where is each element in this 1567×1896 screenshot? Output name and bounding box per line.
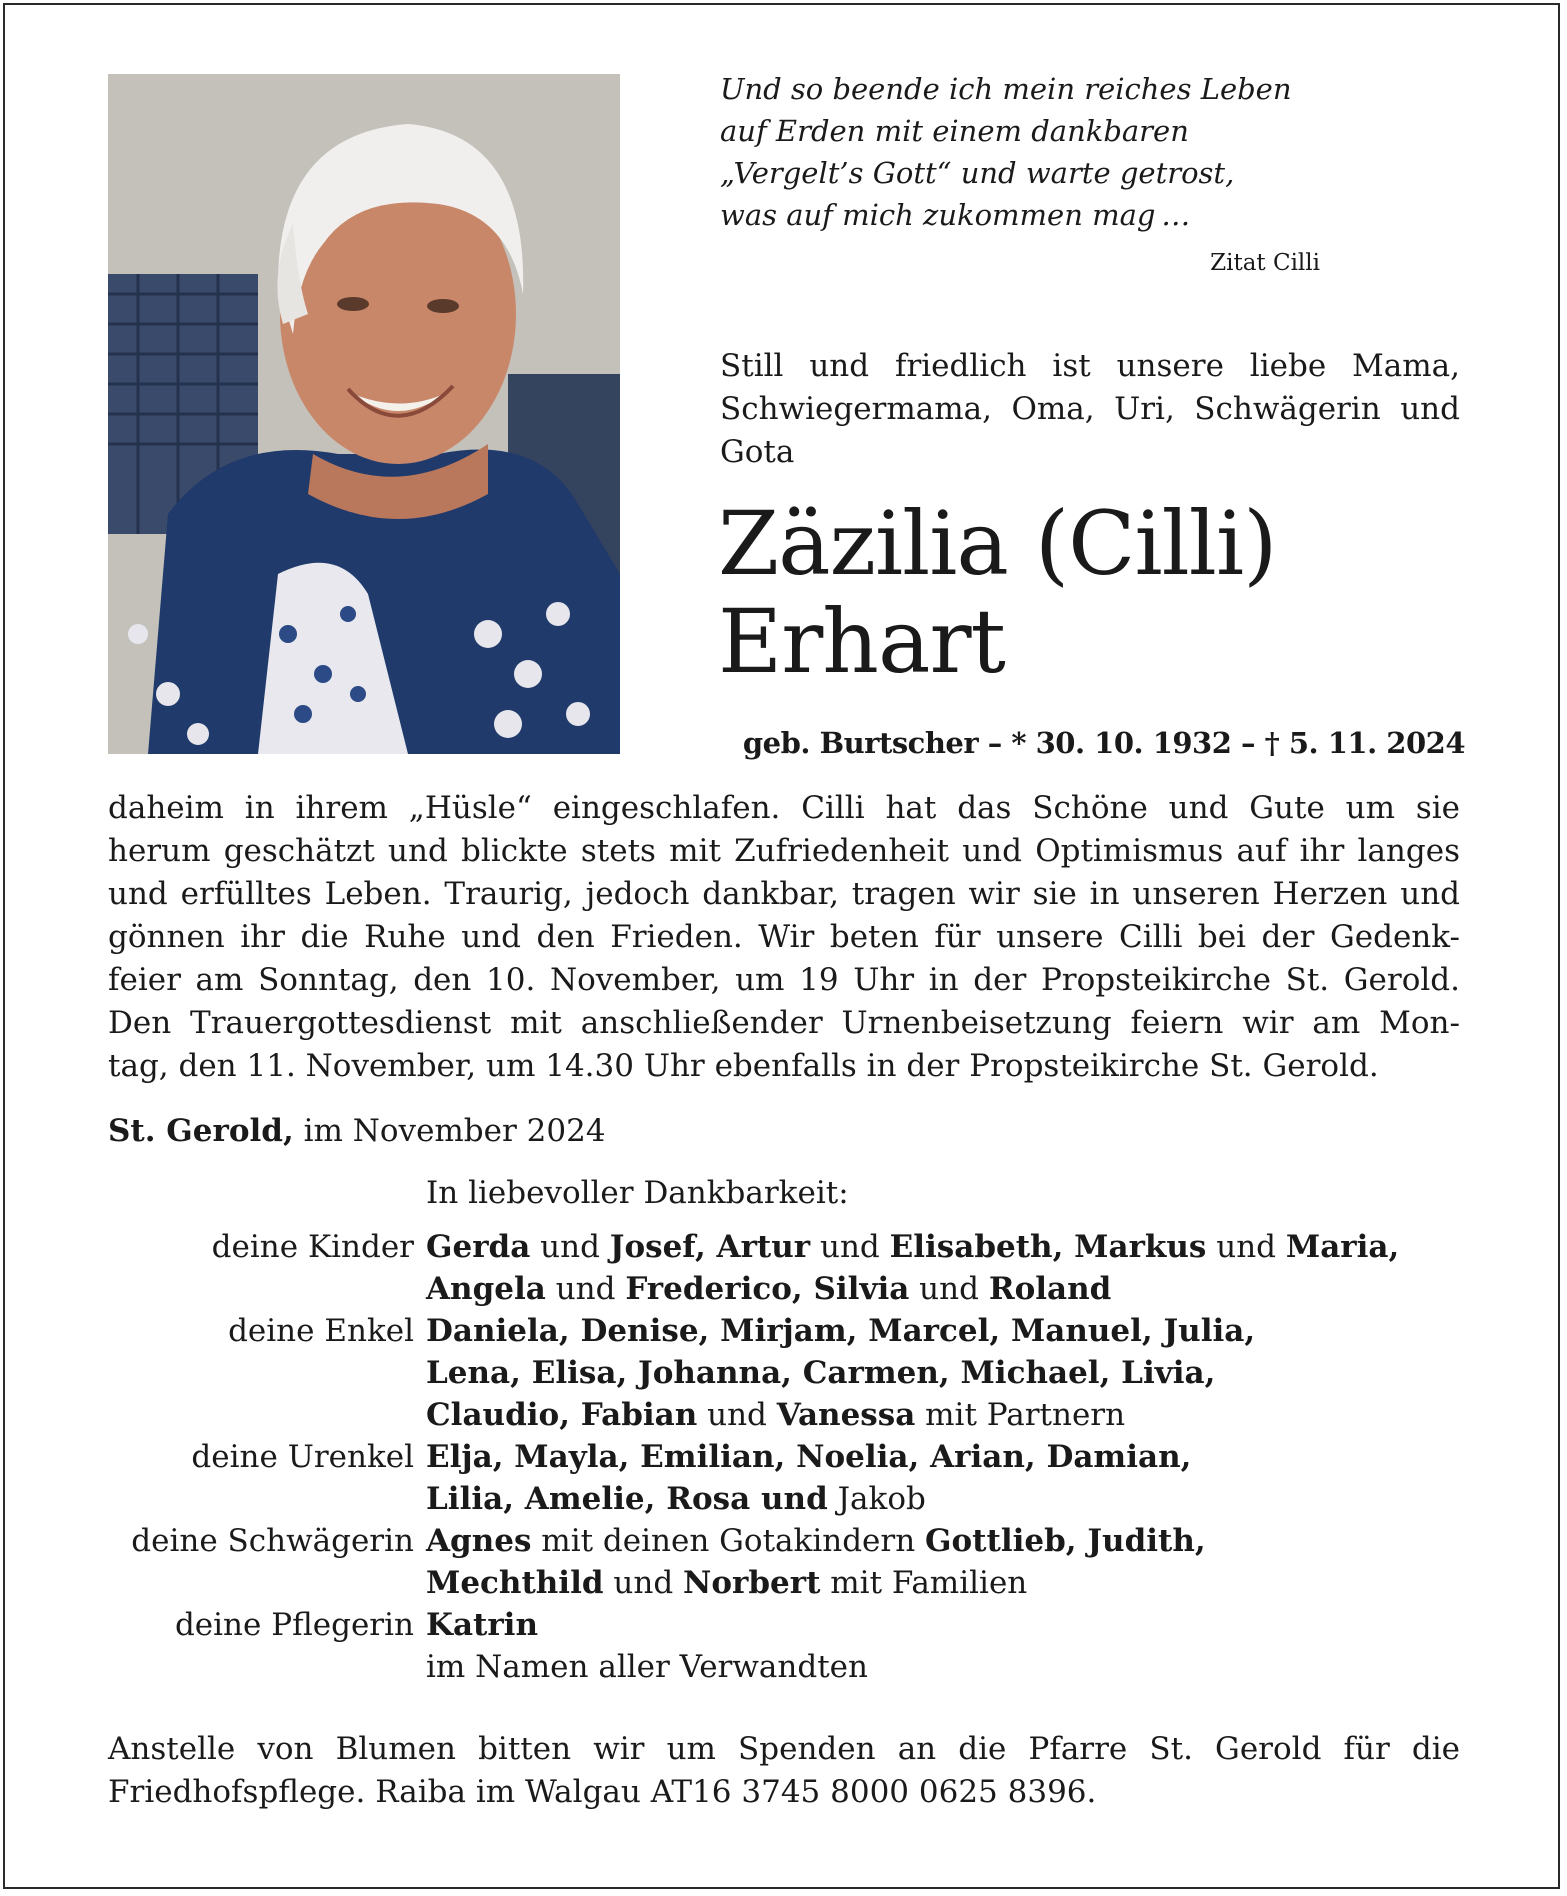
connector: mit Partnern (915, 1397, 1126, 1433)
name: Gottlieb, Judith, (925, 1523, 1206, 1559)
body-line: gönnen ihr die Ruhe und den Frieden. Wir beten für unsere Cilli bei der Gedenk- (108, 919, 1460, 955)
family-names (426, 1604, 1468, 1688)
name: Katrin (426, 1607, 538, 1643)
donation-line: Friedhofspflege. Raiba im Walgau AT16 3745 8000 0625 8396. (108, 1774, 1097, 1810)
body-line: herum geschätzt und blickte stets mit Zufriedenheit und Optimismus auf ihr langes (108, 833, 1460, 869)
name: Lilia, Amelie, Rosa und (426, 1481, 828, 1517)
family-role: deine Pflegerin (174, 1607, 414, 1643)
name: Vanessa (776, 1397, 916, 1433)
birth-death-dates: geb. Burtscher – * 30. 10. 1932 – † 5. 11. 2024 (742, 726, 1465, 760)
family-role: deine Enkel (228, 1313, 414, 1349)
connector: mit Familien (820, 1565, 1028, 1601)
name: Norbert (683, 1565, 821, 1601)
name: Angela (426, 1271, 546, 1307)
body-line: feier am Sonntag, den 10. November, um 19 Uhr in der Propsteikirche St. Gerold. (108, 962, 1460, 998)
body-line: Den Trauergottesdienst mit anschließender Urnenbeisetzung feiern wir am Mon- (108, 1005, 1460, 1041)
name: Elisabeth, Markus (889, 1229, 1207, 1265)
connector: und (1206, 1229, 1286, 1265)
family-role: deine Urenkel (191, 1439, 414, 1475)
family-role: deine Kinder (211, 1229, 414, 1265)
quote-block (720, 68, 1340, 236)
connector: und (603, 1565, 684, 1601)
family-names (426, 1520, 1468, 1604)
name-line-1: Zäzilia (Cilli) (718, 492, 1277, 595)
quote-line: Und so beende ich mein reiches Leben (720, 72, 1292, 106)
connector: und (909, 1271, 989, 1307)
obituary-body (108, 787, 1460, 1088)
quote-line: auf Erden mit einem dankbaren (720, 114, 1189, 148)
quote-attribution: Zitat Cilli (1210, 250, 1320, 276)
connector: und (697, 1397, 777, 1433)
name: Lena, Elisa, Johanna, Carmen, Michael, Livia, (426, 1355, 1216, 1391)
connector: und (810, 1229, 890, 1265)
connector: Jakob (827, 1481, 926, 1517)
connector: mit deinen Gotakindern (531, 1523, 926, 1559)
portrait-photo (108, 74, 620, 754)
family-role: deine Schwägerin (131, 1523, 414, 1559)
thanks-heading: In liebevoller Dankbarkeit: (426, 1175, 849, 1211)
body-line: daheim in ihrem „Hüsle“ eingeschlafen. Cilli hat das Schöne und Gute um sie (108, 790, 1460, 826)
connector: und (545, 1271, 626, 1307)
donation-line: Anstelle von Blumen bitten wir um Spenden an die Pfarre St. Gerold für die (108, 1731, 1460, 1767)
intro-text: Still und friedlich ist unsere liebe Mama, Schwiegermama, Oma, Uri, Schwägerin und Gota (720, 348, 1460, 470)
family-names (426, 1310, 1468, 1436)
family-row-kinder (108, 1226, 1468, 1310)
family-row-urenkel (108, 1436, 1468, 1520)
name: Josef, Artur (609, 1229, 811, 1265)
quote-line: „Vergelt’s Gott“ und warte getrost, (720, 156, 1235, 190)
name: Maria, (1285, 1229, 1400, 1265)
name: Roland (988, 1271, 1112, 1307)
connector: und (530, 1229, 610, 1265)
name: Agnes (426, 1523, 532, 1559)
name: Gerda (426, 1229, 531, 1265)
body-line: und erfülltes Leben. Traurig, jedoch dankbar, tragen wir sie in unseren Herzen und (108, 876, 1460, 912)
place-month: im November 2024 (293, 1113, 606, 1149)
family-row-pflegerin (108, 1604, 1468, 1688)
family-row-enkel (108, 1310, 1468, 1436)
place-date (108, 1113, 606, 1149)
relatives-note: im Namen aller Verwandten (426, 1649, 868, 1685)
family-row-schwaegerin (108, 1520, 1468, 1604)
family-names (426, 1436, 1468, 1520)
quote-line: was auf mich zukommen mag … (720, 198, 1191, 232)
name: Daniela, Denise, Mirjam, Marcel, Manuel, Julia, (426, 1313, 1256, 1349)
name: Frederico, Silvia (625, 1271, 910, 1307)
name: Elja, Mayla, Emilian, Noelia, Arian, Damian, (426, 1439, 1192, 1475)
family-names (426, 1226, 1468, 1310)
body-line: tag, den 11. November, um 14.30 Uhr ebenfalls in der Propsteikirche St. Gerold. (108, 1048, 1379, 1084)
name: Mechthild (426, 1565, 604, 1601)
donation-note (108, 1728, 1460, 1814)
family-list (108, 1226, 1468, 1688)
name-line-2: Erhart (718, 590, 1005, 693)
place-town: St. Gerold, (108, 1113, 294, 1149)
deceased-name (718, 492, 1277, 693)
name: Claudio, Fabian (426, 1397, 698, 1433)
